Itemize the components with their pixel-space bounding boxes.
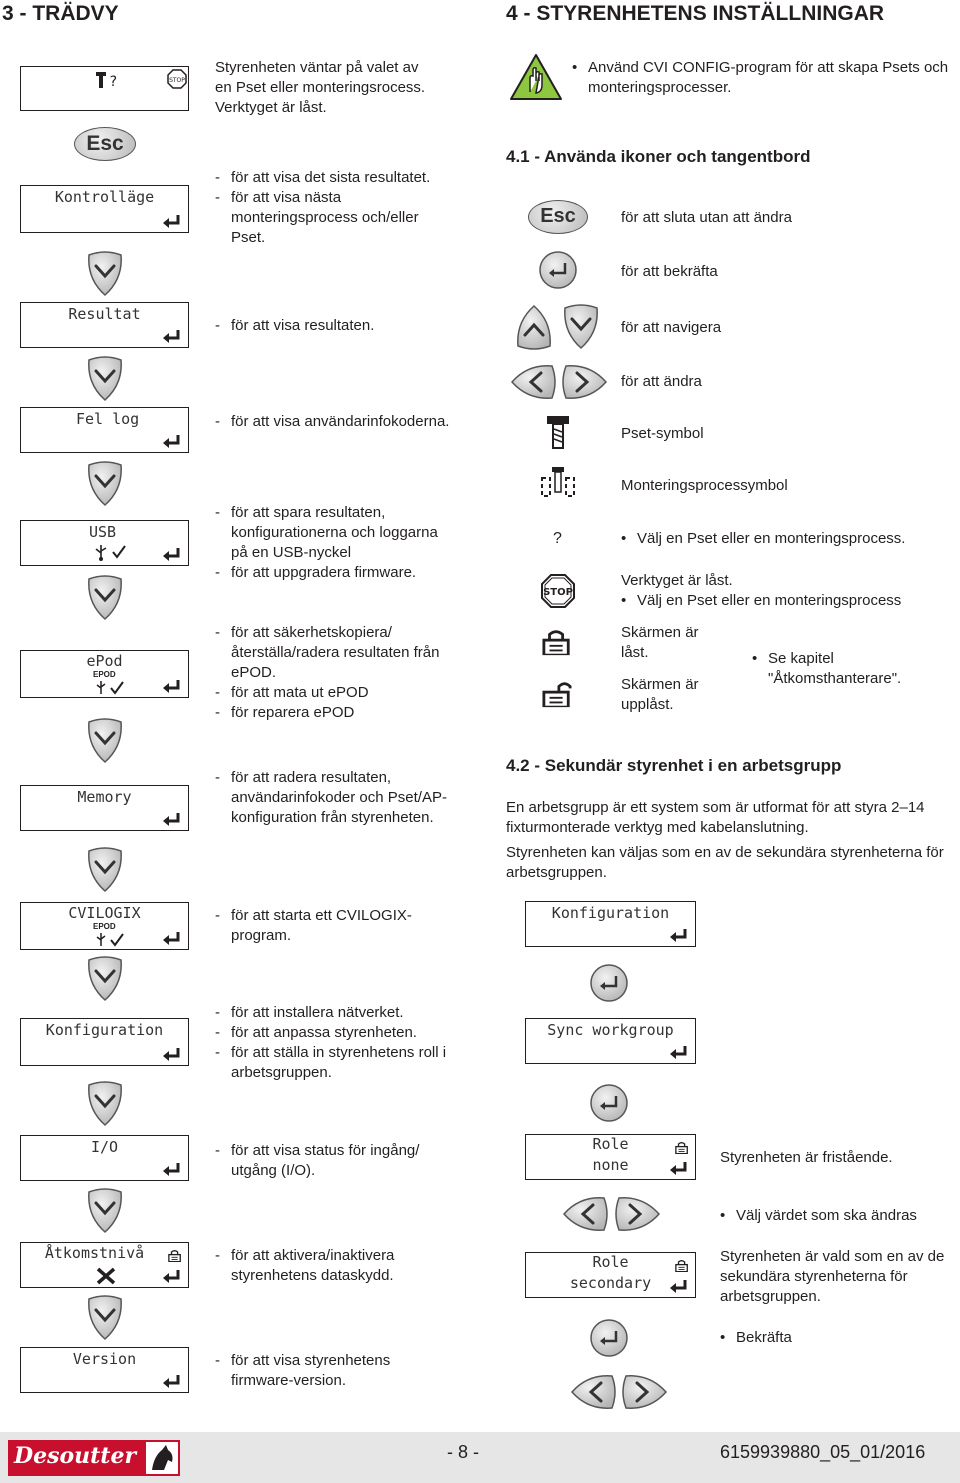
lcd-screen-epod: [20, 650, 189, 698]
memory-description: - för att radera resultaten, användarinfokoder och Pset/AP-konfiguration från styrenheten.: [215, 768, 455, 828]
role-secondary-description: Styrenheten är vald som en av de sekundära styrenheterna för arbetsgruppen.: [720, 1248, 945, 1305]
lcd-screen-resultat: [20, 302, 189, 348]
svg-text:STOP: STOP: [169, 77, 185, 84]
svg-text:?: ?: [109, 74, 118, 90]
down-arrow-key[interactable]: [85, 461, 125, 507]
screen-label: USB: [89, 523, 117, 541]
kontroll-description: - för att visa det sista resultatet. - för att visa nästa monteringsprocess och/eller Pset.: [215, 168, 455, 248]
section-title-tree: 3 - TRÄDVY: [2, 2, 119, 25]
enter-icon: [669, 1279, 689, 1293]
confirm-note: • Bekräfta: [720, 1328, 792, 1348]
screen-label: Role: [592, 1135, 629, 1153]
heading-4-1: 4.1 - Använda ikoner och tangentbord: [506, 147, 811, 166]
enter-key[interactable]: [589, 963, 629, 1003]
pset-description: Pset-symbol: [621, 425, 704, 442]
access-chapter-note: • Se kapitel "Åtkomsthanterare".: [752, 649, 952, 689]
down-arrow-key[interactable]: [85, 356, 125, 402]
esc-description: för att sluta utan att ändra: [621, 209, 792, 226]
version-description: - för att visa styrenhetens firmware-version.: [215, 1351, 455, 1391]
epod-small-label: EPOD: [93, 670, 116, 679]
horse-logo-icon: [146, 1442, 178, 1474]
down-arrow-key[interactable]: [85, 718, 125, 764]
enter-key[interactable]: [538, 250, 578, 290]
right-arrow-key[interactable]: [562, 362, 608, 402]
screen-label: Konfiguration: [551, 904, 670, 922]
down-arrow-key[interactable]: [85, 1295, 125, 1341]
enter-icon: [162, 1047, 182, 1061]
screen-label: Role: [592, 1253, 629, 1271]
esc-key[interactable]: Esc: [74, 127, 136, 161]
lcd-screen-role-none: [525, 1134, 696, 1180]
stop-description: Verktyget är låst. • Välj en Pset eller en monteringsprocess: [621, 571, 951, 611]
enter-icon: [162, 214, 182, 228]
enter-icon: [162, 547, 182, 561]
enter-icon: [669, 1161, 689, 1175]
screen-label: Konfiguration: [45, 1021, 164, 1039]
screen-label: Memory: [77, 788, 132, 806]
screen-label: Åtkomstnivå: [44, 1244, 145, 1262]
screen-label: Fel log: [76, 410, 140, 428]
screen-label: I/O: [90, 1138, 119, 1156]
question-description: • Välj en Pset eller en monteringsprocess.: [621, 529, 951, 549]
enter-icon: [669, 928, 689, 942]
lcd-screen-konfiguration-right: [525, 901, 696, 947]
screen-value: secondary: [569, 1274, 652, 1292]
locked-description: Skärmen är låst.: [621, 624, 699, 661]
io-description: - för att visa status för ingång/ utgång (I/O).: [215, 1141, 455, 1181]
assembly-process-icon: [540, 466, 576, 500]
lock-icon: [675, 1141, 689, 1154]
lcd-screen-role-secondary: [525, 1252, 696, 1298]
enter-icon: [162, 434, 182, 448]
screen-label: Version: [72, 1350, 137, 1368]
enter-icon: [162, 329, 182, 343]
down-arrow-key[interactable]: [85, 1081, 125, 1127]
section-title-settings: 4 - STYRENHETENS INSTÄLLNINGAR: [506, 2, 885, 25]
atkomst-description: - för att aktivera/inaktivera styrenhetens dataskydd.: [215, 1246, 455, 1286]
left-arrow-key[interactable]: [562, 1194, 608, 1234]
page-footer: [0, 1432, 960, 1483]
document-number: 6159939880_05_01/2016: [720, 1442, 926, 1462]
right-arrow-key[interactable]: [622, 1372, 668, 1412]
enter-icon: [669, 1045, 689, 1059]
lock-icon: [675, 1259, 689, 1272]
usb-check-icon: [93, 680, 127, 696]
page-number: - 8 -: [447, 1442, 480, 1462]
down-arrow-key[interactable]: [85, 575, 125, 621]
down-arrow-key[interactable]: [561, 304, 601, 350]
lcd-screen-cvilogix: [20, 902, 189, 950]
enter-icon: [162, 1374, 182, 1388]
enter-icon: [162, 931, 182, 945]
lcd-screen-sync-workgroup: [525, 1018, 696, 1064]
svg-text:STOP: STOP: [543, 587, 573, 598]
enter-key[interactable]: [589, 1318, 629, 1358]
usb-icon: [93, 543, 127, 561]
pset-symbol-icon: [546, 415, 570, 449]
enter-icon: [162, 679, 182, 693]
enter-icon: [162, 1269, 182, 1283]
cross-icon: [95, 1267, 117, 1285]
screen-label: ePod: [86, 652, 123, 670]
epod-small-label: EPOD: [93, 922, 116, 931]
enter-key[interactable]: [589, 1083, 629, 1123]
screen-label: Kontrolläge: [54, 188, 155, 206]
enter-icon: [162, 1162, 182, 1176]
up-arrow-key[interactable]: [514, 304, 554, 350]
workgroup-paragraph-1: En arbetsgrupp är ett system som är utformat för att styra 2–14 fixturmonterade verktyg med kabelanslutning.: [506, 799, 925, 836]
unlocked-icon: [542, 678, 572, 710]
intro-bullet: • Använd CVI CONFIG-program för att skapa Psets och monteringsprocesser.: [572, 58, 957, 98]
epod-description: - för att säkerhetskopiera/ återställa/radera resultaten från ePOD. - för att mata ut ePOD - för reparera ePOD: [215, 623, 455, 723]
lock-icon: [168, 1249, 182, 1262]
navigate-description: för att navigera: [621, 319, 722, 336]
heading-4-2: 4.2 - Sekundär styrenhet i en arbetsgrupp: [506, 756, 842, 775]
screen-label: CVILOGIX: [68, 904, 141, 922]
down-arrow-key[interactable]: [85, 1188, 125, 1234]
fellog-description: - för att visa användarinfokoderna.: [215, 412, 455, 432]
lcd-screen-io: [20, 1135, 189, 1181]
workgroup-paragraph-2: Styrenheten kan väljas som en av de sekundära styrenheterna för arbetsgruppen.: [506, 844, 944, 881]
warning-hand-icon: [508, 52, 564, 102]
down-arrow-key[interactable]: [85, 251, 125, 297]
lcd-screen-fellog: [20, 407, 189, 453]
left-arrow-key[interactable]: [510, 362, 556, 402]
intro-text: Styrenheten väntar på valet av en Pset eller monteringsrocess. Verktyget är låst.: [215, 59, 426, 116]
lcd-screen-atkomstniva: [20, 1242, 189, 1288]
esc-key[interactable]: Esc: [528, 200, 588, 234]
screen-label: Sync workgroup: [547, 1021, 674, 1039]
stop-icon: [167, 69, 187, 89]
lcd-screen-version: [20, 1347, 189, 1393]
usb-description: - för att spara resultaten, konfigurationerna och loggarna på en USB-nyckel - för att uppgradera firmware.: [215, 503, 455, 583]
resultat-description: - för att visa resultaten.: [215, 316, 455, 336]
lcd-screen-usb: [20, 520, 189, 566]
right-arrow-key[interactable]: [615, 1194, 661, 1234]
lcd-screen-memory: [20, 785, 189, 831]
select-value-note: • Välj värdet som ska ändras: [720, 1206, 950, 1226]
konfiguration-description: - för att installera nätverket. - för att anpassa styrenheten. - för att ställa in styrenhetens roll i arbetsgruppen.: [215, 1003, 455, 1083]
lcd-screen-kontrolllage: [20, 185, 189, 233]
cvilogix-description: - för att starta ett CVILOGIX-program.: [215, 906, 455, 946]
brand-name: Desoutter: [14, 1443, 137, 1469]
question-mark: ?: [553, 530, 562, 547]
down-arrow-key[interactable]: [85, 956, 125, 1002]
enter-description: för att bekräfta: [621, 263, 718, 280]
lcd-screen-konfiguration: [20, 1018, 189, 1066]
enter-icon: [162, 812, 182, 826]
locked-icon: [542, 626, 572, 658]
screen-value: none: [592, 1156, 629, 1174]
pset-icon: [95, 71, 121, 93]
unlocked-description: Skärmen är upplåst.: [621, 676, 699, 713]
left-arrow-key[interactable]: [570, 1372, 616, 1412]
down-arrow-key[interactable]: [85, 847, 125, 893]
change-description: för att ändra: [621, 373, 702, 390]
lcd-screen-start: [20, 66, 189, 111]
screen-label: Resultat: [68, 305, 141, 323]
role-none-description: Styrenheten är fristående.: [720, 1149, 893, 1166]
stop-icon: [541, 574, 575, 608]
desoutter-logo: [8, 1440, 180, 1476]
usb-check-icon: [93, 932, 127, 948]
process-description: Monteringsprocessymbol: [621, 477, 788, 494]
